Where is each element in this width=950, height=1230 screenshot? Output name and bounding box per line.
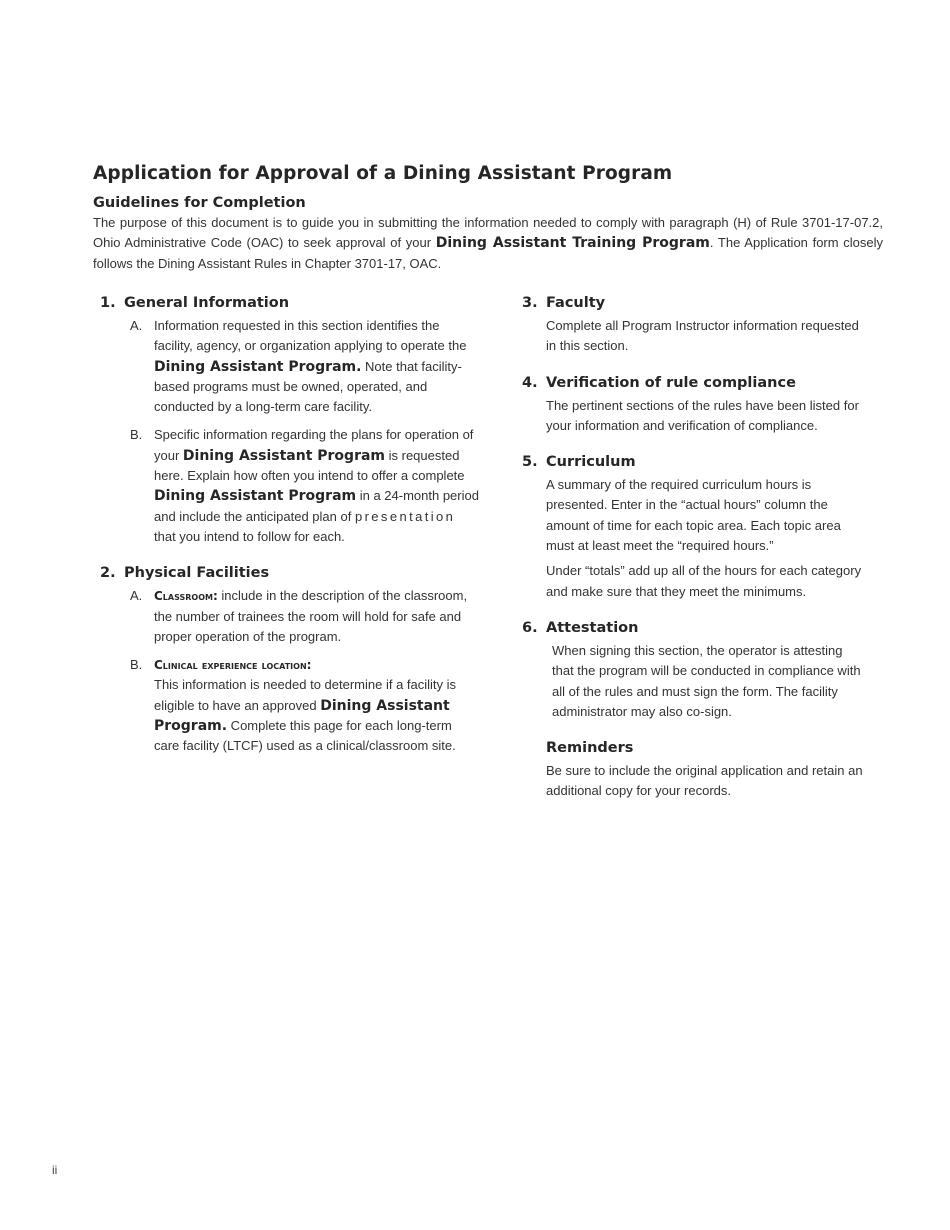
program-name: Dining Assistant Program	[154, 488, 357, 505]
subsection-text: Information requested in this section identifies the facility, agency, or organization applying to operate the	[154, 318, 467, 354]
guidelines-paragraph	[93, 213, 883, 274]
section-text: Be sure to include the original application and retain an additional copy for your records.	[546, 763, 863, 799]
subsection-text: This information is needed to determine if a facility is eligible to have an approved	[154, 677, 457, 713]
subsection-text-end: Note that facility-based programs must be owned, operated, and conducted by a long-term care facility.	[154, 358, 462, 415]
subsection-a	[100, 316, 480, 417]
guidelines-heading: Guidelines for Completion	[93, 195, 306, 211]
section-physical-facilities	[100, 563, 480, 756]
guidelines-text-end: . The Application form closely follows the Dining Assistant Rules in Chapter 3701-17, OAC.	[93, 235, 884, 271]
program-name: Dining Assistant Program	[182, 447, 386, 464]
section-text: Complete all Program Instructor information requested in this section.	[546, 318, 859, 354]
right-column	[522, 293, 867, 818]
guidelines-text: The purpose of this document is to guide you in submitting the information needed to comply with paragraph (H) of Rule 3701-17-07.2, Ohio Administrative Code (OAC) to seek approval of your	[93, 215, 883, 251]
section-number: 6.	[522, 619, 538, 636]
section-faculty	[522, 293, 867, 357]
subsection-text-end: that you intend to follow for each.	[154, 528, 345, 544]
section-number: 1.	[100, 295, 116, 311]
subsection-text: in a 24-month period and include the anticipated plan of	[154, 488, 479, 524]
subsection-text: is requested here. Explain how often you intend to offer a complete	[154, 447, 465, 484]
section-number: 2.	[100, 565, 116, 582]
section-heading: Faculty	[546, 295, 606, 311]
subsection-text: include in the description of the classroom, the number of trainees the room will hold for safe and proper operation of the program.	[154, 588, 468, 644]
section-number: 4.	[522, 374, 538, 391]
program-name: Dining Assistant Program.	[154, 358, 362, 375]
section-text: A summary of the required curriculum hours is presented. Enter in the “actual hours” column the amount of time for each topic area. Each topic area must at least meet the “required hours.”	[546, 477, 841, 554]
section-text: The pertinent sections of the rules have been listed for your information and verification of compliance.	[546, 397, 859, 433]
subsection-letter: B.	[130, 657, 143, 673]
section-reminders	[522, 738, 867, 802]
section-general-information	[100, 293, 480, 547]
section-heading: Verification of rule compliance	[546, 374, 796, 391]
section-heading: General Information	[124, 295, 290, 311]
subsection-text-end: Complete this page for each long-term care facility (LTCF) used as a clinical/classroom site.	[154, 718, 456, 754]
section-verification	[522, 373, 867, 437]
section-number: 3.	[522, 295, 538, 311]
subsection-b	[100, 655, 480, 756]
subsection-letter: B.	[130, 427, 143, 443]
left-column	[100, 293, 480, 773]
subsection-label: Classroom:	[154, 589, 218, 604]
page-title: Application for Approval of a Dining Assistant Program	[93, 163, 673, 184]
subsection-text: Specific information regarding the plans for operation of your	[154, 427, 474, 463]
section-text: When signing this section, the operator is attesting that the program will be conducted in compliance with all of the rules and must sign the form. The facility administrator may also co-sign.	[552, 642, 861, 719]
guidelines-program-name: Dining Assistant Training Program	[435, 235, 710, 252]
page-number: ii	[52, 1163, 58, 1177]
section-heading: Reminders	[546, 740, 634, 757]
program-name: Dining Assistant Program.	[154, 697, 450, 735]
subsection-a	[100, 586, 480, 647]
section-heading: Physical Facilities	[124, 565, 270, 582]
section-attestation	[522, 618, 867, 722]
subsection-b	[100, 425, 480, 547]
section-heading: Curriculum	[546, 454, 636, 471]
subsection-letter: A.	[130, 318, 143, 333]
section-heading: Attestation	[546, 619, 639, 636]
section-text-totals: Under “totals” add up all of the hours for each category and make sure that they meet the minimums.	[546, 563, 862, 599]
section-number: 5.	[522, 454, 538, 471]
spaced-word: presentation	[354, 508, 456, 524]
subsection-letter: A.	[130, 588, 143, 604]
section-curriculum	[522, 452, 867, 602]
guidelines-intro	[93, 195, 883, 274]
subsection-label: Clinical experience location:	[154, 658, 312, 673]
